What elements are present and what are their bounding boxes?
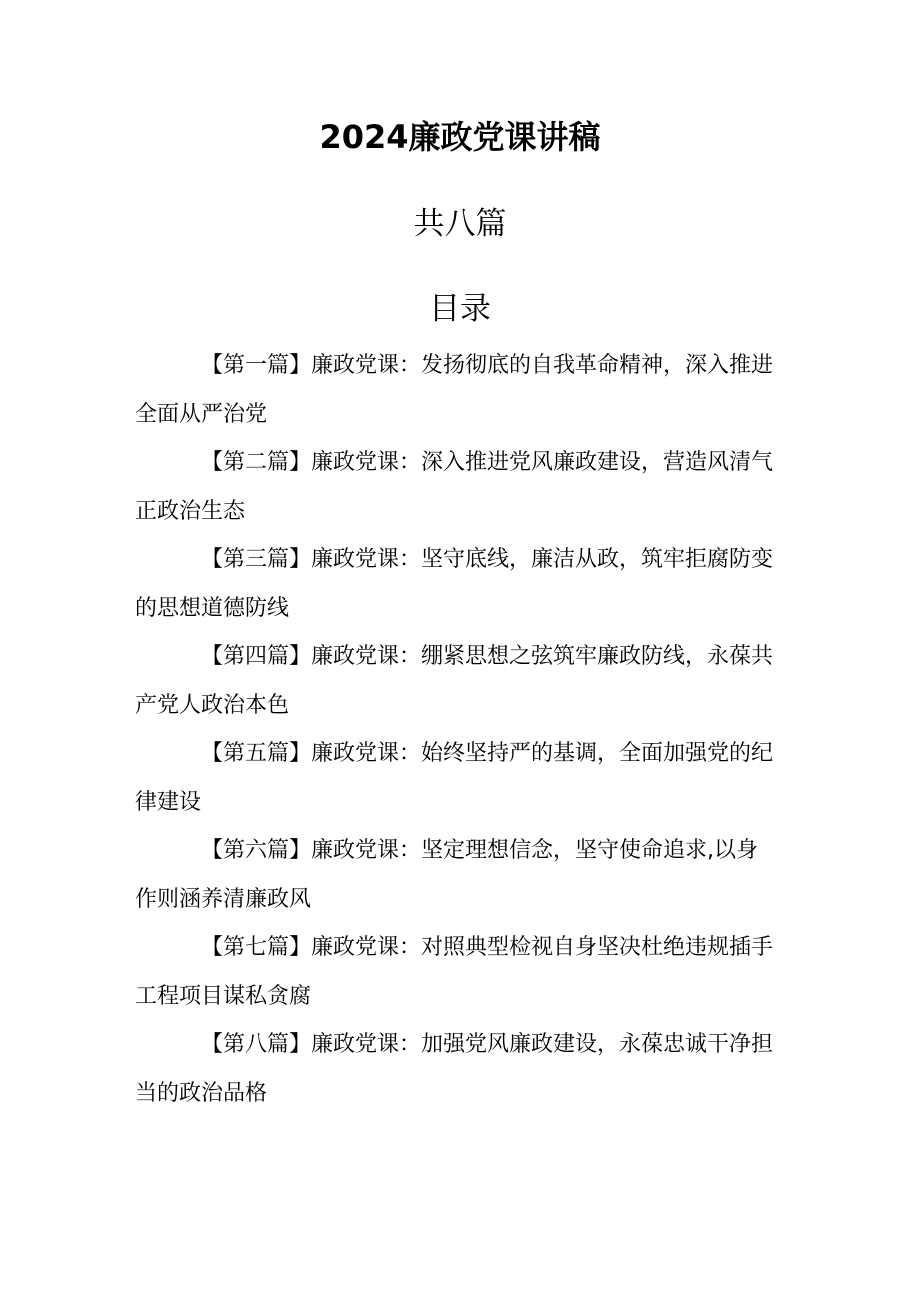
toc-entry-text: 【第三篇】廉政党课：坚守底线，廉洁从政，筑牢拒腐防变 [201,547,774,572]
toc-entry-3[interactable] [135,536,795,633]
table-of-contents [135,342,795,1118]
toc-entry-text-continued: 当的政治品格 [135,1080,268,1106]
toc-entry-text-continued: 工程项目谋私贪腐 [135,983,312,1009]
toc-entry-text: 【第一篇】廉政党课：发扬彻底的自我革命精神，深入推进 [201,353,774,378]
toc-entry-5[interactable] [135,730,795,827]
toc-heading: 目录 [429,291,491,327]
toc-entry-text-continued: 全面从严治党 [135,401,268,427]
document-subtitle: 共八篇 [413,206,507,242]
toc-entry-text-continued: 的思想道德防线 [135,595,290,621]
document-title: 2024廉政党课讲稿 [319,118,601,156]
toc-entry-6[interactable] [135,827,795,924]
toc-entry-text-continued: 产党人政治本色 [135,692,290,718]
toc-entry-text-continued: 作则涵养清廉政风 [135,886,312,912]
toc-entry-text: 【第四篇】廉政党课：绷紧思想之弦筑牢廉政防线，永葆共 [201,644,774,669]
toc-entry-4[interactable] [135,633,795,730]
toc-entry-text: 【第七篇】廉政党课：对照典型检视自身坚决杜绝违规插手 [201,935,774,960]
toc-entry-8[interactable] [135,1021,795,1118]
toc-entry-text: 【第六篇】廉政党课：坚定理想信念，坚守使命追求,以身 [201,838,758,863]
toc-entry-2[interactable] [135,439,795,536]
toc-entry-text-continued: 正政治生态 [135,498,246,524]
toc-entry-text: 【第五篇】廉政党课：始终坚持严的基调，全面加强党的纪 [201,741,774,766]
toc-entry-text-continued: 律建设 [135,789,202,815]
toc-entry-1[interactable] [135,342,795,439]
toc-entry-7[interactable] [135,924,795,1021]
toc-entry-text: 【第八篇】廉政党课：加强党风廉政建设，永葆忠诚干净担 [201,1032,774,1057]
toc-entry-text: 【第二篇】廉政党课：深入推进党风廉政建设，营造风清气 [201,450,774,475]
